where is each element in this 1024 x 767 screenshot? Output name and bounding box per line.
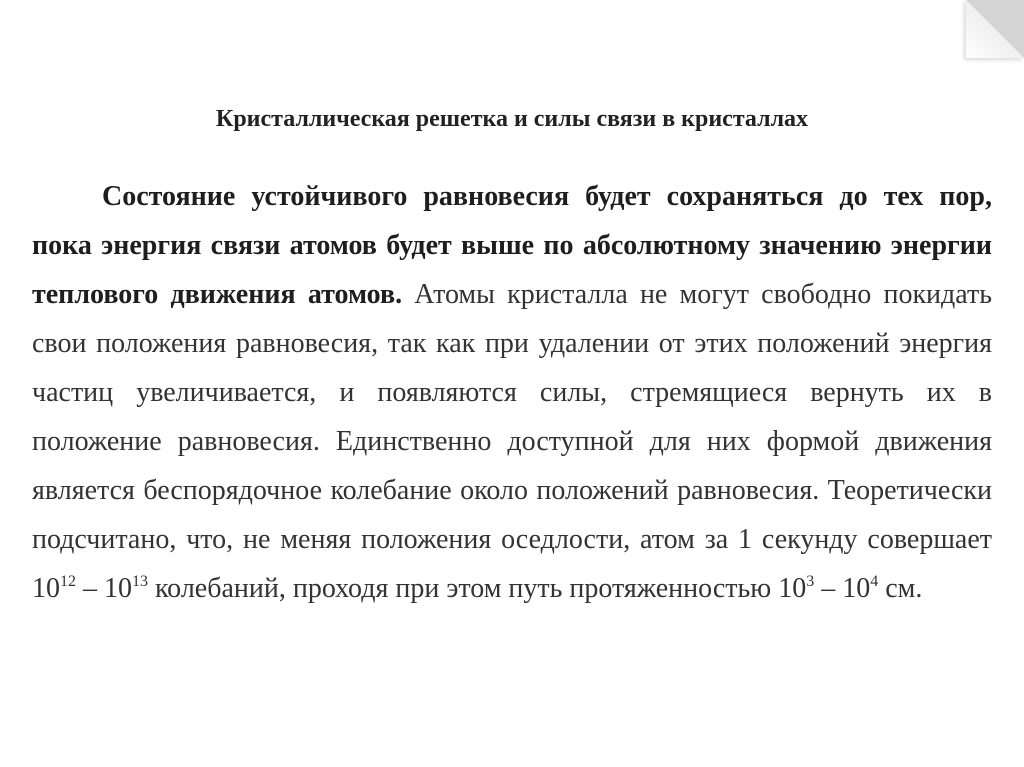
paragraph-text-2: – 10 — [76, 573, 132, 604]
exponent-3: 3 — [806, 573, 815, 590]
slide-title: Кристаллическая решетка и силы связи в кристаллах — [215, 106, 809, 132]
paragraph-text-3: колебаний, проходя при этом путь протяженностью 10 — [148, 573, 807, 604]
page-curl-decoration — [966, 0, 1024, 58]
paragraph-text-1: Атомы кристалла не могут свободно покидать свои положения равновесия, так как при удалении от этих положений энергия частиц увеличивается, и появляются силы, стремящиеся вернуть их в положение равновесия. Единственно доступной для них формой движения является беспорядочное колебание около положений равновесия. Теоретически подсчитано, что, не меняя положения оседлости, атом за 1 секунду совершает 10 — [32, 279, 992, 604]
exponent-4: 4 — [870, 573, 879, 590]
exponent-1: 12 — [60, 573, 76, 590]
paragraph-text-4: – 10 — [814, 573, 871, 604]
body-paragraph — [32, 172, 992, 613]
paragraph-text-5: см. — [878, 573, 923, 604]
exponent-2: 13 — [132, 573, 148, 590]
bold-lead-sentence: Состояние устойчивого равновесия будет сохраняться до тех пор, пока энергия связи атомов будет выше по абсолютному значению энергии теплового движения атомов. — [32, 181, 992, 310]
